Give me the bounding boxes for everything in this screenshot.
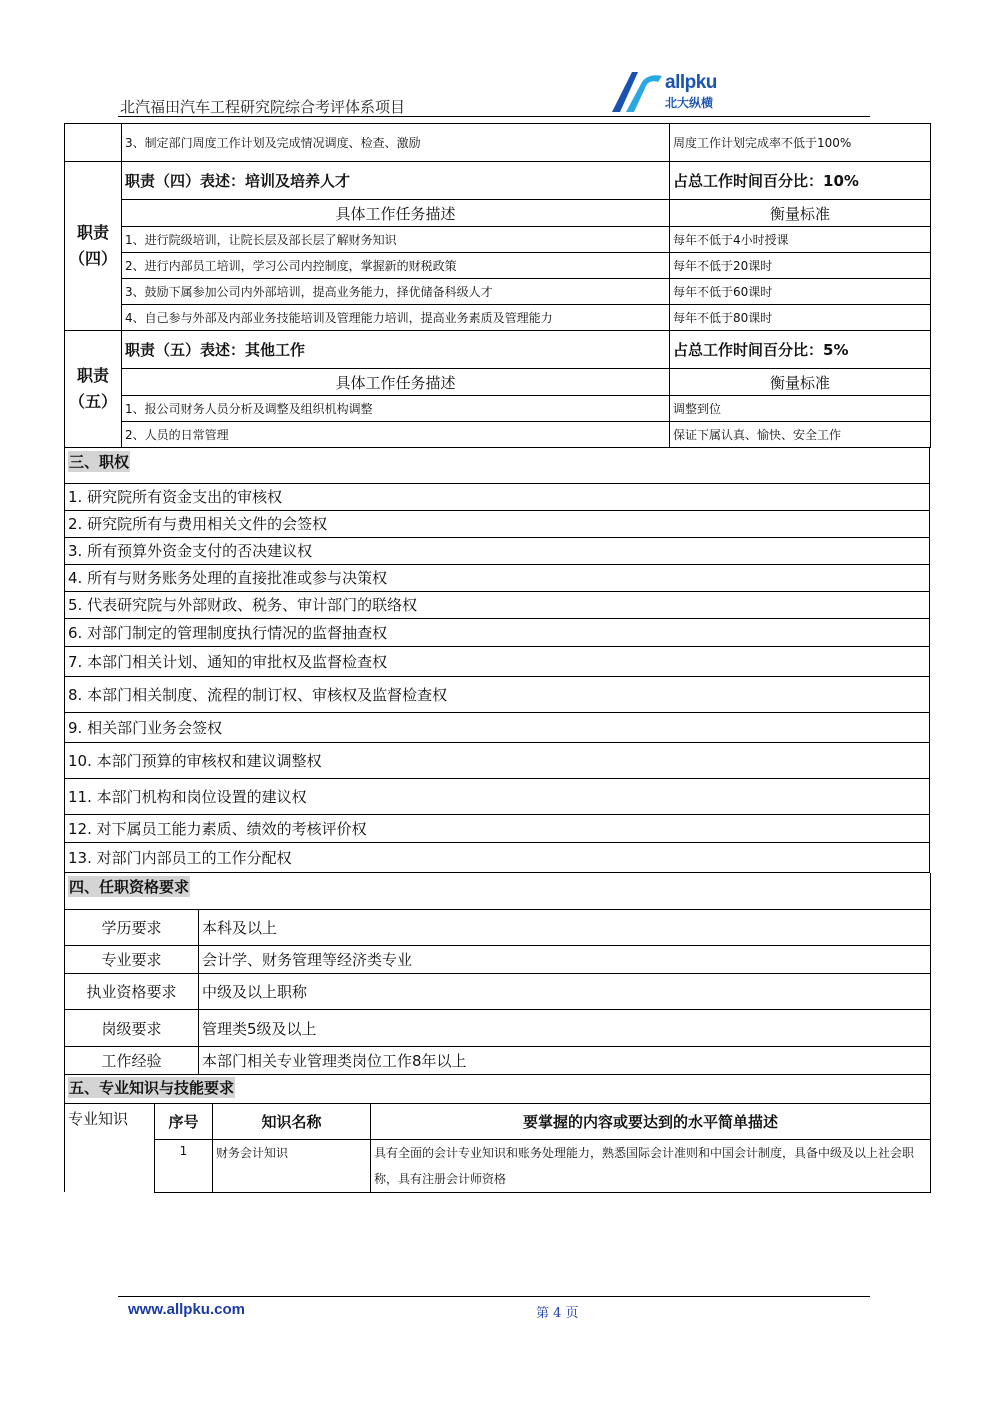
duties-table	[64, 123, 931, 448]
table-row	[65, 591, 930, 618]
duty3-standard: 周度工作计划完成率不低于100%	[670, 124, 931, 162]
duty4-task: 1、进行院级培训，让院长层及部长层了解财务知识	[122, 227, 670, 253]
qualification-value: 管理类5级及以上	[199, 1010, 931, 1047]
duty4-task: 3、鼓励下属参加公司内外部培训，提高业务能力，择优储备科级人才	[122, 279, 670, 305]
duty5-statement: 职责（五）表述：其他工作	[122, 331, 670, 369]
duty3-task: 3、制定部门周度工作计划及完成情况调度、检查、激励	[122, 124, 670, 162]
qualifications-title: 四、任职资格要求	[69, 877, 190, 896]
knowledge-title: 五、专业知识与技能要求	[69, 1079, 235, 1097]
duty5-col-standard: 衡量标准	[670, 369, 931, 396]
duty4-col-task: 具体工作任务描述	[122, 200, 670, 227]
duty4-standard: 每年不低于20课时	[670, 253, 931, 279]
duty5-task: 2、人员的日常管理	[122, 422, 670, 448]
table-row	[65, 646, 930, 676]
authority-item: 8. 本部门相关制度、流程的制订权、审核权及监督检查权	[65, 676, 930, 712]
qualification-label: 工作经验	[65, 1047, 199, 1075]
authority-item: 7. 本部门相关计划、通知的审批权及监督检查权	[65, 646, 930, 676]
duty4-statement: 职责（四）表述：培训及培养人才	[122, 162, 670, 200]
logo-mark-icon	[608, 70, 664, 114]
table-row	[65, 1075, 931, 1103]
qualification-value: 本科及以上	[199, 910, 931, 946]
authority-item: 13. 对部门内部员工的工作分配权	[65, 842, 930, 872]
table-row	[65, 279, 931, 305]
qualification-label: 执业资格要求	[65, 974, 199, 1010]
authority-title: 三、职权	[69, 453, 130, 471]
qualification-value: 会计学、财务管理等经济类专业	[199, 946, 931, 974]
qualification-label: 专业要求	[65, 946, 199, 974]
footer-rule	[118, 1296, 870, 1297]
knowledge-name: 财务会计知识	[213, 1139, 371, 1192]
duty5-percent: 占总工作时间百分比：5%	[670, 331, 931, 369]
allpku-logo	[608, 70, 728, 114]
table-row	[65, 537, 930, 564]
duty4-label: 职责 （四）	[65, 162, 122, 331]
table-row	[65, 253, 931, 279]
authority-table	[64, 448, 930, 873]
qualification-value: 本部门相关专业管理类岗位工作8年以上	[199, 1047, 931, 1075]
table-row	[65, 369, 931, 396]
table-row	[65, 564, 930, 591]
table-row	[65, 742, 930, 778]
qualifications-title-cell	[65, 873, 931, 910]
authority-item: 12. 对下属员工能力素质、绩效的考核评价权	[65, 814, 930, 842]
table-row	[65, 618, 930, 646]
table-row	[65, 910, 931, 946]
knowledge-col-name: 知识名称	[213, 1103, 371, 1139]
authority-item: 9. 相关部门业务会签权	[65, 712, 930, 742]
duty4-col-standard: 衡量标准	[670, 200, 931, 227]
knowledge-table	[64, 1075, 931, 1193]
table-row	[65, 305, 931, 331]
table-row	[65, 974, 931, 1010]
duty3-label-cell	[65, 124, 122, 162]
authority-item: 10. 本部门预算的审核权和建议调整权	[65, 742, 930, 778]
qualification-label: 学历要求	[65, 910, 199, 946]
authority-item: 11. 本部门机构和岗位设置的建议权	[65, 778, 930, 814]
duty4-standard: 每年不低于80课时	[670, 305, 931, 331]
page-number: 第 4 页	[536, 1306, 579, 1321]
qualification-value: 中级及以上职称	[199, 974, 931, 1010]
authority-item: 2. 研究院所有与费用相关文件的会签权	[65, 510, 930, 537]
table-row	[65, 396, 931, 422]
table-row	[65, 200, 931, 227]
table-row	[65, 162, 931, 200]
duty5-standard: 保证下属认真、愉快、安全工作	[670, 422, 931, 448]
authority-item: 6. 对部门制定的管理制度执行情况的监督抽查权	[65, 618, 930, 646]
logo-cn-text: 北大纵横	[665, 96, 714, 110]
logo-text: allpku	[665, 72, 717, 93]
table-row	[65, 422, 931, 448]
knowledge-no: 1	[155, 1139, 213, 1192]
header-rule	[118, 116, 870, 117]
table-row	[65, 1103, 931, 1139]
table-row	[65, 873, 931, 910]
table-row	[65, 1047, 931, 1075]
duty4-standard: 每年不低于60课时	[670, 279, 931, 305]
table-row	[65, 331, 931, 369]
duty4-task: 4、自己参与外部及内部业务技能培训及管理能力培训，提高业务素质及管理能力	[122, 305, 670, 331]
table-row	[65, 814, 930, 842]
authority-title-cell	[65, 448, 930, 483]
table-row	[65, 483, 930, 510]
table-row	[65, 1139, 931, 1192]
table-row	[65, 1010, 931, 1047]
qualifications-table	[64, 873, 931, 1076]
duty4-standard: 每年不低于4小时授课	[670, 227, 931, 253]
table-row	[65, 778, 930, 814]
knowledge-col-no: 序号	[155, 1103, 213, 1139]
knowledge-title-cell	[65, 1075, 931, 1103]
header-title: 北汽福田汽车工程研究院综合考评体系项目	[120, 98, 406, 116]
footer-url[interactable]: www.allpku.com	[128, 1301, 245, 1318]
table-row	[65, 946, 931, 974]
duty5-label: 职责 （五）	[65, 331, 122, 448]
authority-item: 3. 所有预算外资金支付的否决建议权	[65, 537, 930, 564]
table-row	[65, 448, 930, 483]
table-row	[65, 124, 931, 162]
duty4-task: 2、进行内部员工培训，学习公司内控制度，掌握新的财税政策	[122, 253, 670, 279]
table-row	[65, 676, 930, 712]
duty5-col-task: 具体工作任务描述	[122, 369, 670, 396]
authority-item: 5. 代表研究院与外部财政、税务、审计部门的联络权	[65, 591, 930, 618]
knowledge-col-desc: 要掌握的内容或要达到的水平简单描述	[371, 1103, 931, 1139]
duty5-task: 1、报公司财务人员分析及调整及组织机构调整	[122, 396, 670, 422]
knowledge-side-label: 专业知识	[65, 1103, 155, 1192]
job-description-document	[64, 123, 930, 1193]
table-row	[65, 227, 931, 253]
qualification-label: 岗级要求	[65, 1010, 199, 1047]
authority-item: 1. 研究院所有资金支出的审核权	[65, 483, 930, 510]
table-row	[65, 842, 930, 872]
table-row	[65, 510, 930, 537]
authority-item: 4. 所有与财务账务处理的直接批准或参与决策权	[65, 564, 930, 591]
knowledge-desc: 具有全面的会计专业知识和账务处理能力，熟悉国际会计准则和中国会计制度，具备中级及以上社会职称，具有注册会计师资格	[371, 1139, 931, 1192]
duty4-percent: 占总工作时间百分比：10%	[670, 162, 931, 200]
duty5-standard: 调整到位	[670, 396, 931, 422]
table-row	[65, 712, 930, 742]
